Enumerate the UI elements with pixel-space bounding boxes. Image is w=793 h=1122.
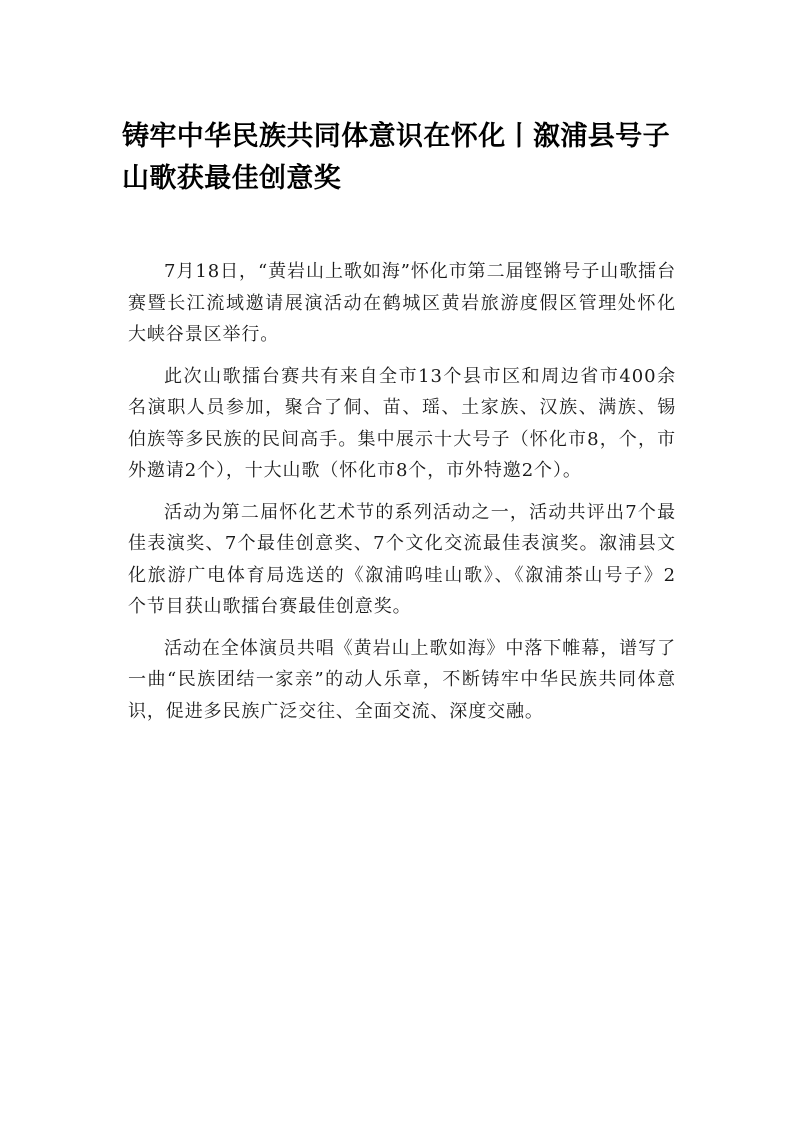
article-title: 铸牢中华民族共同体意识在怀化丨溆浦县号子山歌获最佳创意奖 bbox=[122, 121, 670, 194]
paragraph-1: 7月18日，“黄岩山上歌如海”怀化市第二届铿锵号子山歌擂台赛暨长江流域邀请展演活动在鹤城区黄岩旅游度假区管理处怀化大峡谷景区举行。 bbox=[128, 261, 676, 345]
article-body bbox=[128, 256, 676, 737]
paragraph-4: 活动在全体演员共唱《黄岩山上歌如海》中落下帷幕，谱写了一曲“民族团结一家亲”的动人乐章，不断铸牢中华民族共同体意识，促进多民族广泛交往、全面交流、深度交融。 bbox=[128, 637, 676, 722]
paragraph-3: 活动为第二届怀化艺术节的系列活动之一，活动共评出7个最佳表演奖、7个最佳创意奖、7个文化交流最佳表演奖。溆浦县文化旅游广电体育局选送的《溆浦呜哇山歌》、《溆浦茶山号子》2 个节目获山歌擂台赛最佳创意奖。 bbox=[128, 501, 676, 617]
paragraph-2: 此次山歌擂台赛共有来自全市13个县市区和周边省市400余名演职人员参加，聚合了侗、苗、瑶、土家族、汉族、满族、锡伯族等多民族的民间高手。集中展示十大号子（怀化市8，个，市外邀请2个），十大山歌（怀化市8个，市外特邀2个）。 bbox=[128, 365, 676, 481]
